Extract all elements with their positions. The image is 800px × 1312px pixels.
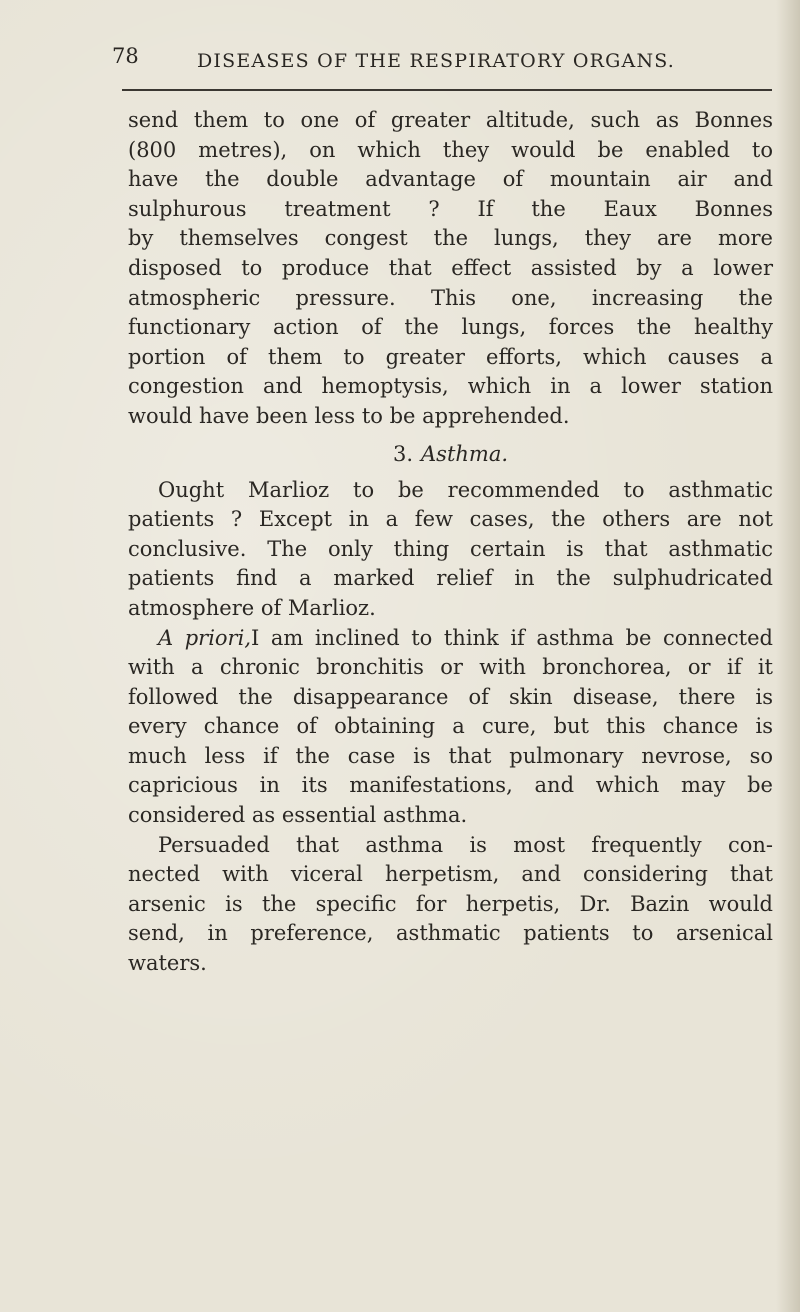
text-line: disposed to produce that effect assisted by a lower — [128, 255, 773, 280]
text-line: Ought Marlioz to be recommended to asthmatic — [158, 477, 773, 502]
page-number: 78 — [112, 44, 139, 68]
page-edge-shadow — [776, 0, 800, 1312]
text-line: patients ? Except in a few cases, the others are not — [128, 507, 773, 532]
paragraph-1 — [128, 106, 773, 432]
paragraph-4 — [128, 831, 773, 979]
text-line: by themselves congest the lungs, they are more — [128, 226, 773, 251]
text-line: nected with viceral herpetism, and considering that — [128, 862, 773, 887]
text-line: would have been less to be apprehended. — [128, 403, 570, 428]
text-line: functionary action of the lungs, forces the healthy — [128, 315, 773, 340]
text-span: I am inclined to think if asthma be connected — [251, 625, 773, 650]
section-title: Asthma. — [421, 441, 509, 466]
text-line: atmosphere of Marlioz. — [128, 595, 376, 620]
text-line: arsenic is the specific for herpetis, Dr. Bazin would — [128, 891, 773, 916]
text-line: send, in preference, asthmatic patients to arsenical — [128, 921, 773, 946]
text-line: patients find a marked relief in the sulphudricated — [128, 566, 773, 591]
text-line: conclusive. The only thing certain is that asthmatic — [128, 536, 773, 561]
text-line: send them to one of greater altitude, such as Bonnes — [128, 108, 773, 132]
text-line: with a chronic bronchitis or with bronchorea, or if it — [128, 655, 773, 680]
section-number: 3. — [392, 441, 414, 466]
header-rule — [122, 89, 772, 91]
text-line: considered as essential asthma. — [128, 803, 468, 828]
text-line: have the double advantage of mountain air and — [128, 167, 773, 192]
text-line — [128, 624, 773, 654]
text-line: congestion and hemoptysis, which in a lower station — [128, 374, 773, 399]
text-line: Persuaded that asthma is most frequently con- — [158, 832, 773, 857]
paragraph-3 — [128, 624, 773, 831]
text-line: portion of them to greater efforts, which causes a — [128, 344, 773, 369]
text-line: capricious in its manifestations, and which may be — [128, 773, 773, 798]
lead-phrase: A priori, — [158, 625, 251, 650]
text-line: every chance of obtaining a cure, but this chance is — [128, 714, 773, 739]
running-head — [112, 44, 712, 84]
text-line: (800 metres), on which they would be enabled to — [128, 137, 773, 162]
running-head-title: DISEASES OF THE RESPIRATORY ORGANS. — [197, 50, 676, 72]
text-line: atmospheric pressure. This one, increasing the — [128, 285, 773, 310]
section-heading — [128, 432, 773, 476]
text-line: followed the disappearance of skin disease, there is — [128, 684, 773, 709]
body-text — [128, 106, 773, 979]
paragraph-2 — [128, 476, 773, 624]
text-line: waters. — [128, 951, 207, 976]
text-line: much less if the case is that pulmonary nevrose, so — [128, 743, 773, 768]
text-line: sulphurous treatment ? If the Eaux Bonnes — [128, 196, 773, 221]
